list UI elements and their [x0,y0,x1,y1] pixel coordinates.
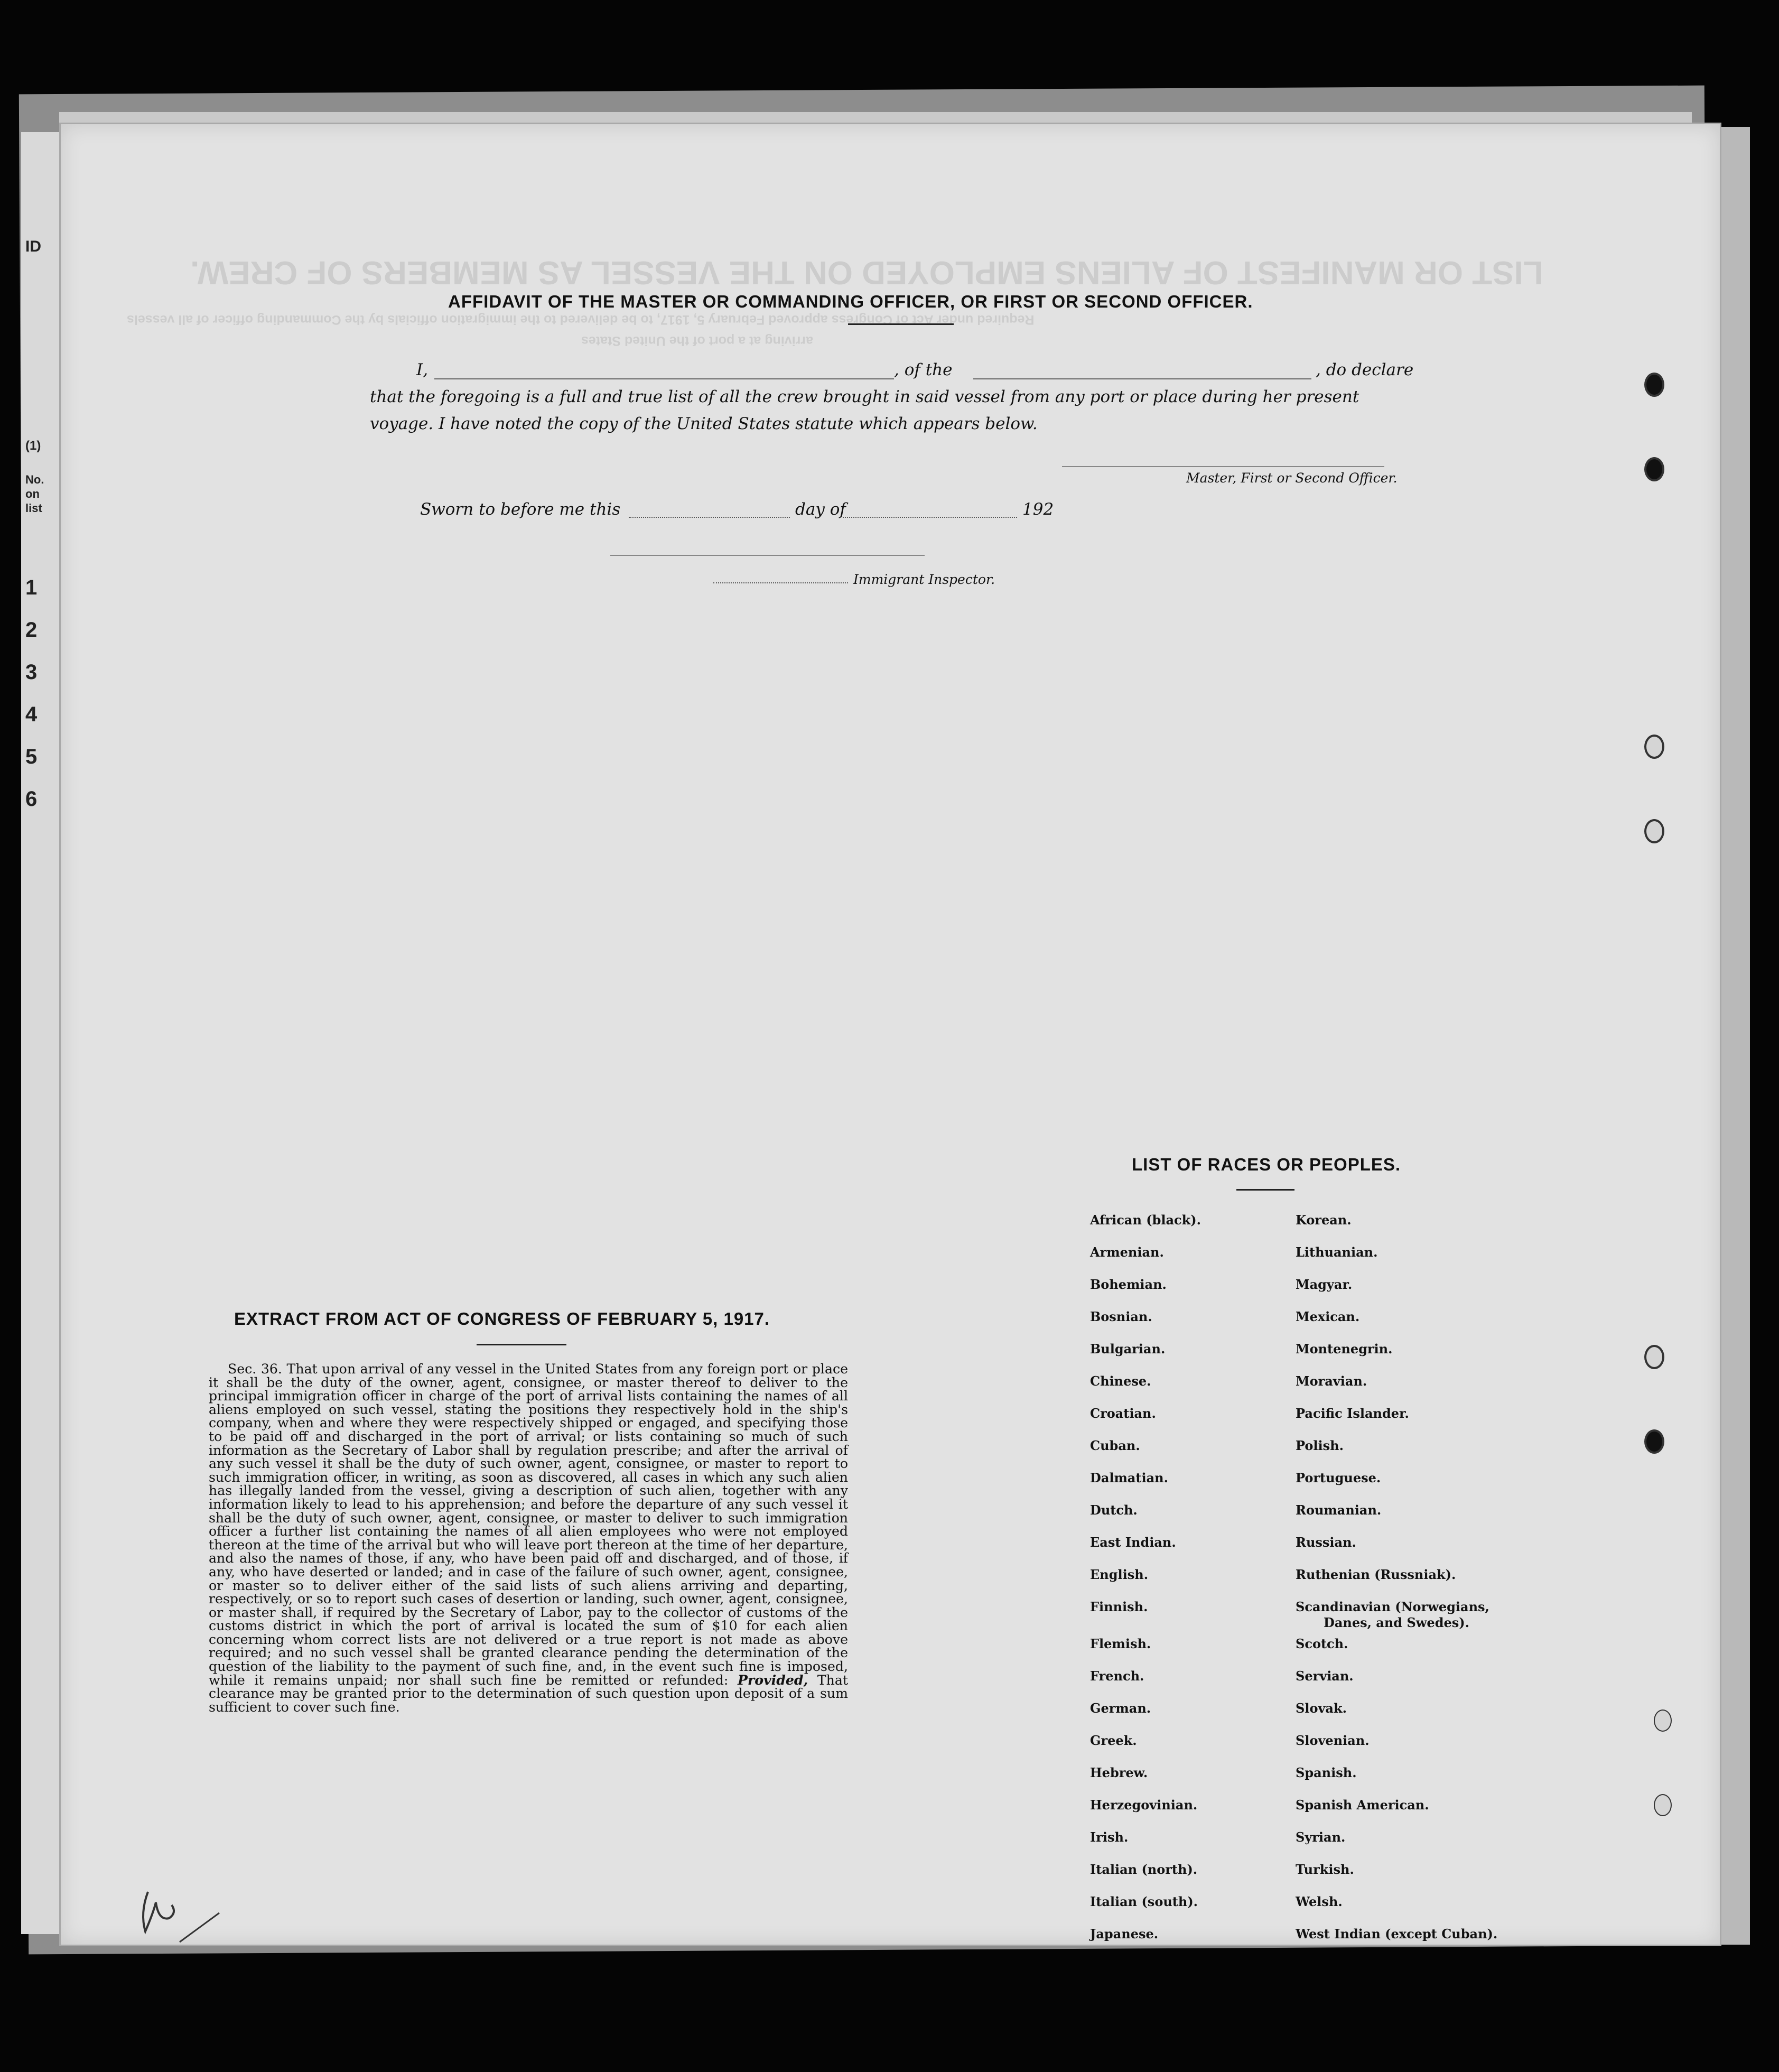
race-item: East Indian. [1090,1535,1176,1550]
race-item: Dalmatian. [1090,1470,1168,1485]
race-item-continued: Danes, and Swedes). [1324,1615,1469,1630]
left-strip-on: on [25,487,40,500]
extract-rule [477,1344,566,1345]
month-line [840,517,1017,518]
left-strip-num: 4 [25,703,38,726]
race-item: Welsh. [1296,1894,1343,1909]
races-title: LIST OF RACES OR PEOPLES. [1132,1155,1401,1174]
affidavit-line-2: that the foregoing is a full and true list of all the crew brought in said vessel from any port or place during her present [370,387,1359,406]
race-item: Slovak. [1296,1701,1347,1716]
race-item: Armenian. [1090,1244,1164,1260]
race-item: Bulgarian. [1090,1341,1166,1356]
race-item: Russian. [1296,1535,1356,1550]
affidavit-title: AFFIDAVIT OF THE MASTER OR COMMANDING OFFICER, OR FIRST OR SECOND OFFICER. [448,292,1253,311]
extract-provided: Provided, [738,1671,808,1688]
left-strip-num: 1 [25,576,38,599]
race-item: Japanese. [1090,1926,1159,1941]
race-item: Servian. [1296,1668,1354,1684]
punch-hole [1644,819,1664,843]
extract-title: EXTRACT FROM ACT OF CONGRESS OF FEBRUARY 5, 1917. [234,1309,770,1328]
race-item: Polish. [1296,1438,1344,1453]
race-item: Pacific Islander. [1296,1406,1409,1421]
ghost-subtitle: Required under Act of Congress approved February 5, 1917, to be delivered to the immigration officials by the Commanding officer of all vessels [127,312,1035,327]
left-strip-col: (1) [25,439,41,453]
race-item: English. [1090,1567,1149,1582]
punch-hole [1644,457,1664,481]
left-strip [21,132,64,1934]
left-strip-num: 2 [25,618,38,642]
year-label: 192 [1022,500,1054,519]
day-line [629,517,790,518]
race-item: Italian (south). [1090,1894,1198,1909]
pencil-mark [132,1881,222,1950]
affidavit-of-the: , of the [894,360,953,379]
punch-hole [1654,1794,1672,1816]
day-of-label: day of [795,500,846,519]
race-item: Cuban. [1090,1438,1140,1453]
master-signature-line [1062,466,1384,467]
race-item: Herzegovinian. [1090,1797,1198,1813]
punch-hole [1644,373,1664,397]
extract-body [209,1362,848,1714]
race-item: Syrian. [1296,1829,1346,1845]
affidavit-i: I, [416,360,429,379]
left-strip-num: 5 [25,745,38,768]
race-item: Chinese. [1090,1373,1151,1389]
race-item: Finnish. [1090,1599,1148,1614]
race-item: African (black). [1090,1212,1201,1228]
race-item: Bosnian. [1090,1309,1152,1324]
races-rule [1236,1189,1294,1191]
race-item: Irish. [1090,1829,1129,1845]
extract-body-b: That clearance may be granted prior to the determination of such question upon deposit of a sum sufficient to cover such fine. [209,1672,848,1715]
race-item: Italian (north). [1090,1862,1198,1877]
affidavit-declare: , do declare [1316,360,1414,379]
race-item: Scandinavian (Norwegians, [1296,1599,1489,1614]
race-item: Turkish. [1296,1862,1354,1877]
race-item: German. [1090,1701,1151,1716]
inspector-label: Immigrant Inspector. [853,572,995,587]
master-label: Master, First or Second Officer. [1186,470,1398,486]
sworn-label: Sworn to before me this [420,500,621,519]
race-item: Lithuanian. [1296,1244,1378,1260]
race-item: Bohemian. [1090,1277,1167,1292]
ghost-subtitle-2: arriving at a port of the United States [581,333,813,348]
ghost-title: LIST OR MANIFEST OF ALIENS EMPLOYED ON THE VESSEL AS MEMBERS OF CREW. [190,254,1543,291]
race-item: Slovenian. [1296,1733,1370,1748]
extract-sec: Sec. 36. [228,1361,282,1377]
extract-body-a: That upon arrival of any vessel in the United States from any foreign port or place it shall be the duty of the owner, agent, consignee, or master thereof to deliver to the principal immigration officer in charge of the port of arrival lists containing the names of all aliens employed on such vessel, stating the positions they respectively hold in the ship's company, when and where they were respectively shipped or engaged, and specifying those to be paid off and discharged in the port of arrival; or lists containing so much of such information as the Secretary of Labor shall by regulation prescribe; and after the arrival of any such vessel it shall be the duty of such owner, agent, consignee, or master to report to such immigration officer, in writing, as soon as discovered, all cases in which any such alien has illegally landed from the vessel, giving a description of such alien, together with any information likely to lead to his apprehension; and before the departure of any such vessel it shall be the duty of such owner, agent, consignee, or master to deliver to such immigration officer a further list containing the names of all alien employees who were not employed thereon at the time of the arrival but who will leave port thereon at the time of her departure, and also the names of those, if any, who have been paid off and discharged, and of those, if any, who have deserted or landed; and in case of the failure of such owner, agent, consignee, or master so to deliver either of the said lists of such aliens arriving and departing, respectively, or so to report such cases of desertion or landing, such owner, agent, consignee, or master shall, if required by the Secretary of Labor, pay to the collector of customs of the customs district in which the port of arrival is located the sum of $10 for each alien concerning whom correct lists are not delivered or a true report is not made as above required; and no such vessel shall be granted clearance pending the determination of the question of the liability to the payment of such fine, and, in the event such fine is imposed, while it remains unpaid; nor shall such fine be remitted or refunded: [209,1361,848,1688]
race-item: Korean. [1296,1212,1352,1228]
right-margin [1718,127,1750,1945]
inspector-line-1 [610,555,925,556]
race-item: West Indian (except Cuban). [1296,1926,1498,1941]
left-strip-num: 6 [25,787,38,811]
race-item: Spanish American. [1296,1797,1429,1813]
race-item: Greek. [1090,1733,1137,1748]
punch-hole [1644,1429,1664,1454]
race-item: Dutch. [1090,1502,1138,1518]
race-item: Flemish. [1090,1636,1151,1651]
race-item: Portuguese. [1296,1470,1381,1485]
left-strip-num: 3 [25,661,38,684]
race-item: French. [1090,1668,1144,1684]
left-strip-no: No. [25,473,44,486]
punch-hole [1644,1345,1664,1369]
name-line [434,378,894,379]
race-item: Scotch. [1296,1636,1348,1651]
title-rule [848,323,954,325]
race-item: Montenegrin. [1296,1341,1393,1356]
punch-hole [1644,735,1664,759]
left-strip-id: ID [25,238,41,255]
race-item: Moravian. [1296,1373,1367,1389]
race-item: Roumanian. [1296,1502,1382,1518]
race-item: Hebrew. [1090,1765,1148,1780]
race-item: Croatian. [1090,1406,1156,1421]
race-item: Mexican. [1296,1309,1360,1324]
punch-hole [1654,1709,1672,1732]
race-item: Ruthenian (Russniak). [1296,1567,1456,1582]
race-item: Spanish. [1296,1765,1357,1780]
affidavit-line-3: voyage. I have noted the copy of the United States statute which appears below. [370,414,1038,433]
vessel-line [973,378,1311,379]
race-item: Magyar. [1296,1277,1353,1292]
inspector-line-2 [713,582,848,583]
left-strip-list: list [25,501,42,515]
